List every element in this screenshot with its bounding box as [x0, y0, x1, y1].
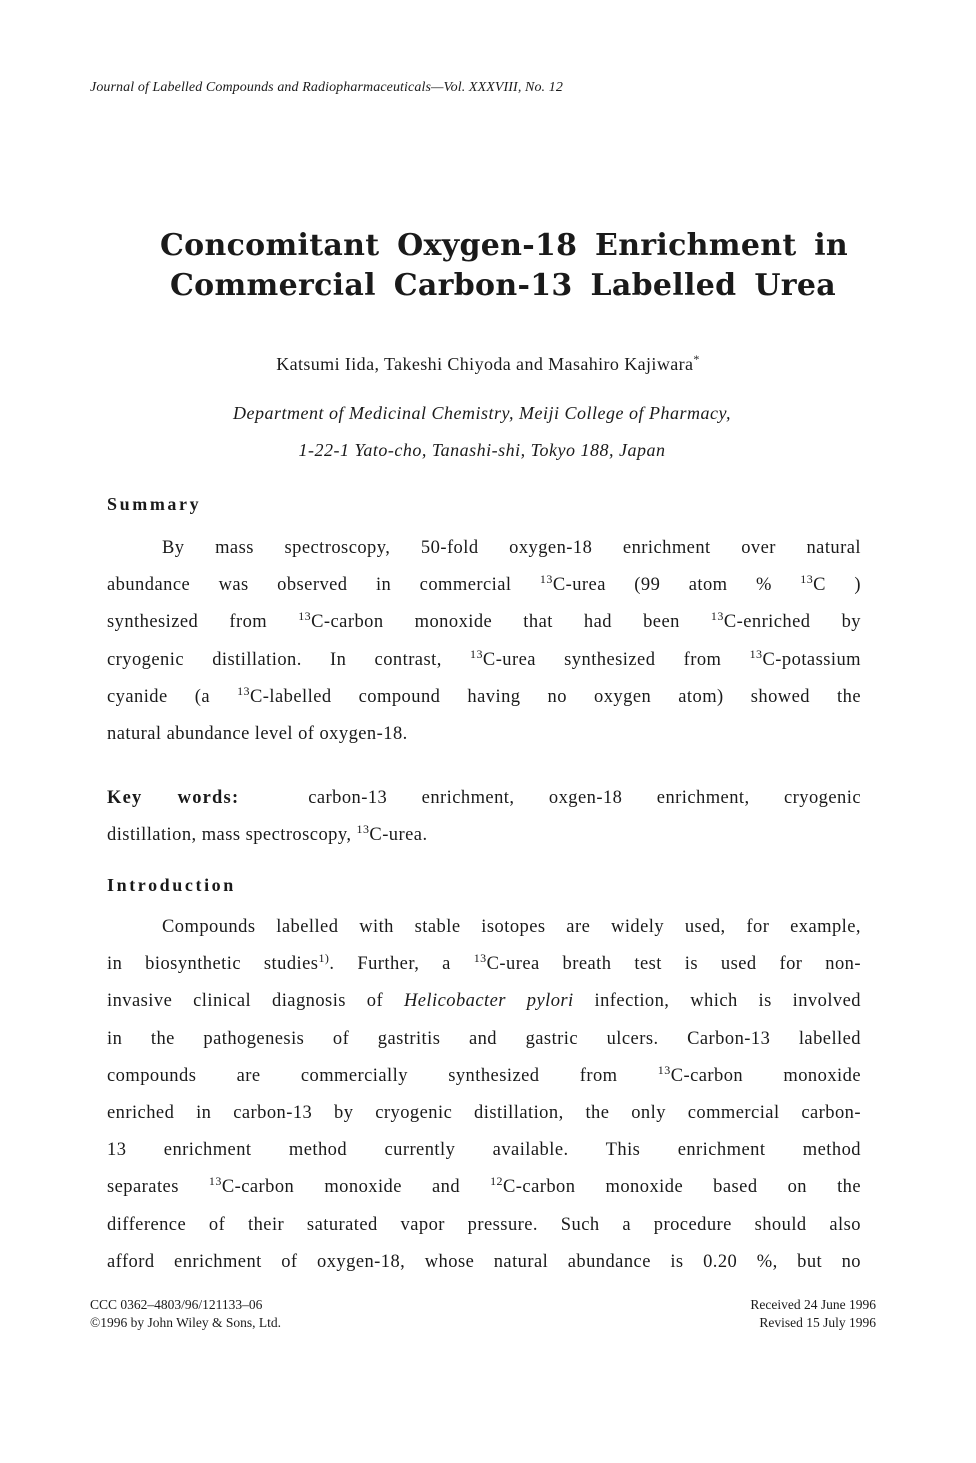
title-word: Commercial	[170, 268, 376, 303]
species-name: Helicobacter pylori	[403, 991, 574, 1012]
intro-line: Compounds labelled with stable isotopes are widely used, for example,	[162, 917, 861, 937]
title-word: Concomitant	[160, 228, 380, 263]
keywords-line: Key words: carbon-13 enrichment, oxgen-18 enrichment, cryogenic	[107, 788, 861, 808]
title-line-2	[160, 266, 848, 306]
corresponding-author-mark: *	[693, 352, 700, 366]
summary-heading: Summary	[107, 494, 202, 514]
intro-line: afford enrichment of oxygen-18, whose natural abundance is 0.20 %, but no	[107, 1251, 861, 1272]
revised-date: Revised 15 July 1996	[759, 1315, 876, 1330]
keywords-line: distillation, mass spectroscopy, $^{13}$C-urea.	[107, 822, 428, 846]
intro-line: invasive clinical diagnosis of Helicobacter pylori infection, which is involved	[107, 991, 861, 1012]
summary-paragraph	[107, 530, 861, 753]
title-word: Urea	[754, 268, 837, 303]
introduction-heading: Introduction	[107, 875, 236, 895]
title-word: Oxygen-18	[397, 228, 578, 263]
introduction-paragraph	[107, 909, 861, 1281]
intro-line: separates $^{13}$C-carbon monoxide and $^{12}$C-carbon monoxide based on the	[107, 1174, 862, 1198]
summary-line: abundance was observed in commercial $^{13}$C-urea (99 atom % $^{13}$C )	[107, 572, 861, 596]
title-word: Labelled	[590, 268, 737, 303]
title-line-1	[160, 226, 848, 266]
keywords-label: Key words:	[107, 788, 240, 808]
summary-line: cryogenic distillation. In contrast, $^{13}$C-urea synthesized from $^{13}$C-potassium	[107, 646, 861, 670]
affiliation-line-2: 1-22-1 Yato-cho, Tanashi-shi, Tokyo 188, Japan	[298, 440, 666, 460]
intro-line: 13 enrichment method currently available. This enrichment method	[107, 1140, 861, 1161]
citation-ref: 1)	[318, 951, 330, 966]
summary-line: cyanide (a $^{13}$C-labelled compound having no oxygen atom) showed the	[107, 683, 861, 707]
title-word: Carbon-13	[393, 268, 573, 303]
footer-dates	[750, 1296, 876, 1332]
journal-running-header: Journal of Labelled Compounds and Radiopharmaceuticals—Vol. XXXVIII, No. 12	[90, 80, 563, 95]
intro-line: in the pathogenesis of gastritis and gastric ulcers. Carbon-13 labelled	[107, 1028, 861, 1049]
summary-line: By mass spectroscopy, 50-fold oxygen-18 enrichment over natural	[162, 538, 861, 558]
intro-line: compounds are commercially synthesized from $^{13}$C-carbon monoxide	[107, 1062, 861, 1086]
intro-line: difference of their saturated vapor pressure. Such a procedure should also	[107, 1214, 861, 1235]
title-word: in	[814, 228, 849, 263]
author-list	[0, 352, 976, 375]
copyright-notice: ©1996 by John Wiley & Sons, Ltd.	[90, 1315, 281, 1330]
affiliation-line-1: Department of Medicinal Chemistry, Meiji College of Pharmacy,	[233, 403, 731, 423]
intro-line: in biosynthetic studies$^{1)}$. Further, a $^{13}$C-urea breath test is used for non-	[107, 951, 861, 975]
article-title	[160, 226, 848, 306]
ccc-code: CCC 0362–4803/96/121133–06	[90, 1297, 263, 1312]
summary-line: natural abundance level of oxygen-18.	[107, 723, 408, 744]
title-word: Enrichment	[595, 228, 797, 263]
keywords-paragraph	[107, 780, 861, 854]
received-date: Received 24 June 1996	[750, 1297, 876, 1312]
summary-line: synthesized from $^{13}$C-carbon monoxide that had been $^{13}$C-enriched by	[107, 609, 861, 633]
author-names: Katsumi Iida, Takeshi Chiyoda and Masahiro Kajiwara	[276, 354, 694, 374]
footer-publication-info	[90, 1296, 281, 1332]
intro-line: enriched in carbon-13 by cryogenic distillation, the only commercial carbon-	[107, 1102, 861, 1123]
